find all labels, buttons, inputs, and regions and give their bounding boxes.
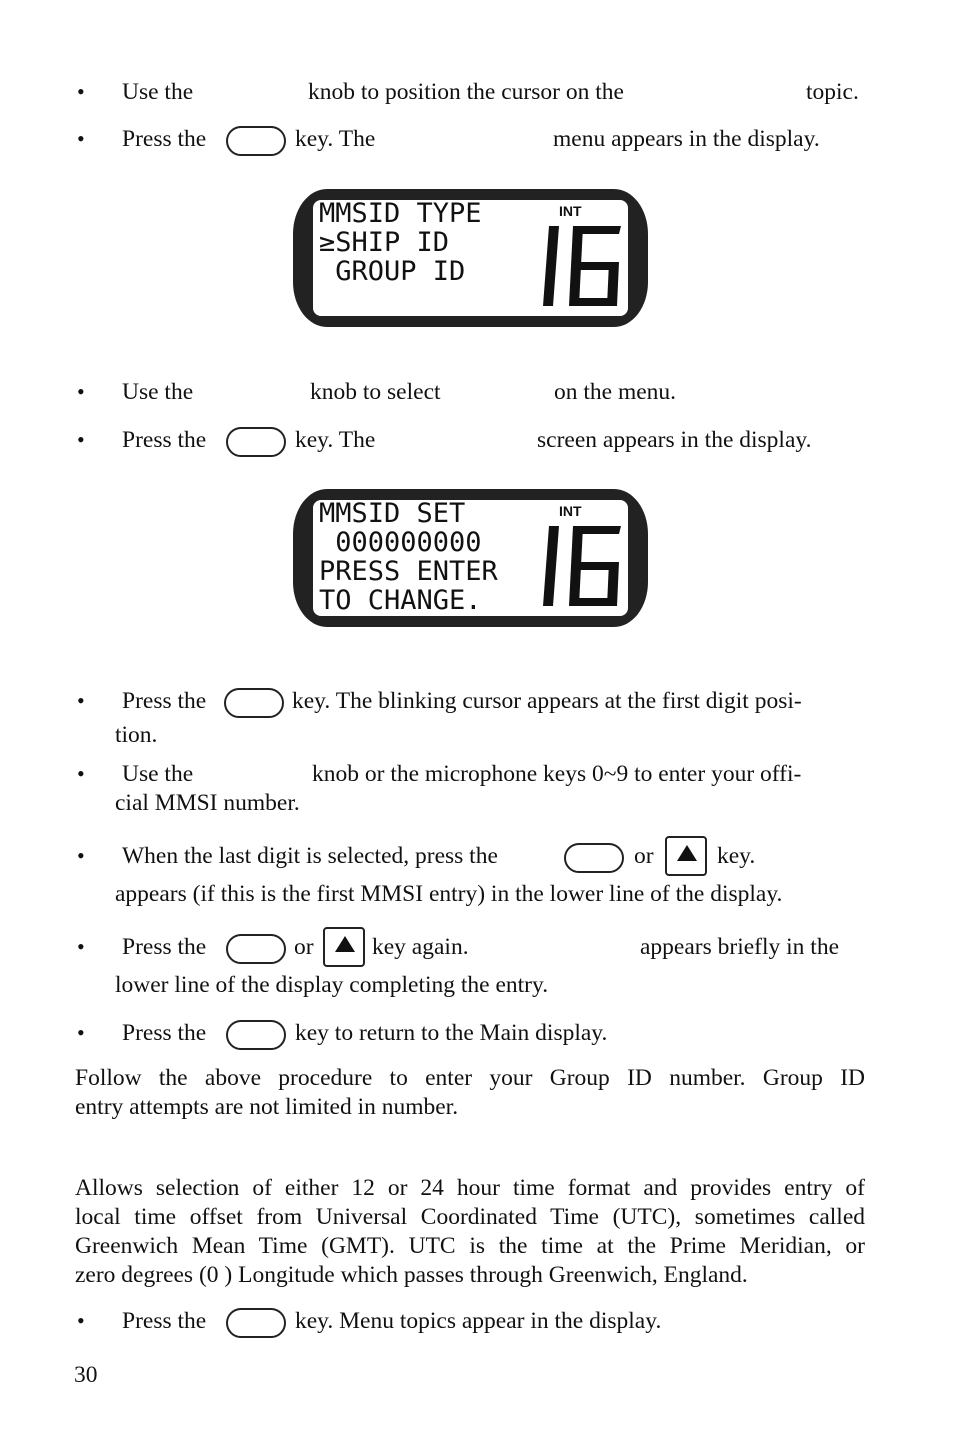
step-text: key. (717, 843, 756, 869)
lcd-line: PRESS ENTER (319, 556, 498, 587)
bullet: • (77, 427, 85, 452)
step-text: on the menu. (554, 379, 677, 405)
paragraph-line: local time offset from Universal Coordinated Time (UTC), sometimes called (75, 1204, 865, 1230)
step-text: Use the (122, 79, 194, 105)
bullet: • (77, 1020, 85, 1045)
bullet: • (77, 843, 85, 868)
paragraph-line: Greenwich Mean Time (GMT). UTC is the time at the Prime Meridian, or (75, 1233, 865, 1259)
lcd-line: TO CHANGE. (319, 585, 482, 616)
step-text: Use the (122, 761, 194, 787)
time-format-paragraph (75, 1174, 865, 1290)
bullet: • (77, 379, 85, 404)
bullet: • (77, 126, 85, 151)
step-text: topic. (806, 79, 859, 105)
step-text: key. The (295, 126, 376, 152)
lcd-line: ≥SHIP ID (319, 227, 450, 258)
bullet: • (77, 79, 85, 104)
enter-key-icon (226, 427, 286, 457)
step-text: knob or the microphone keys 0~9 to enter your offi- (312, 761, 802, 787)
channel-16-icon (541, 522, 625, 610)
enter-key-icon (224, 688, 284, 718)
step-text: appears briefly in the (640, 934, 840, 960)
step-text: key to return to the Main display. (295, 1020, 608, 1046)
step-text: knob to position the cursor on the (308, 79, 624, 105)
enter-key-icon (226, 1308, 286, 1338)
step-text: screen appears in the display. (537, 427, 812, 453)
step-text: key. The blinking cursor appears at the first digit posi- (292, 688, 802, 714)
enter-key-icon (226, 1020, 286, 1050)
lcd-screen (313, 500, 628, 616)
step-text: Use the (122, 379, 194, 405)
step-text: Press the (122, 126, 207, 152)
enter-key-icon (226, 934, 286, 964)
bullet: • (77, 688, 85, 713)
lcd-display-mmsid-type (293, 189, 648, 327)
step-text: key again. (372, 934, 469, 960)
paragraph-line: entry attempts are not limited in number. (75, 1094, 459, 1120)
paragraph-line: Allows selection of either 12 or 24 hour time format and provides entry of (75, 1175, 865, 1201)
step-text: key. Menu topics appear in the display. (295, 1308, 662, 1334)
paragraph-line: zero degrees (0 ) Longitude which passes through Greenwich, England. (75, 1262, 748, 1288)
int-indicator: INT (559, 503, 582, 519)
page-number: 30 (74, 1362, 98, 1388)
step-text: tion. (115, 722, 158, 748)
step-text: Press the (122, 688, 207, 714)
lcd-display-mmsid-set (293, 489, 648, 627)
step-text: or (294, 934, 314, 960)
step-text: or (634, 843, 654, 869)
step-text: Press the (122, 1020, 207, 1046)
step-text: Press the (122, 1308, 207, 1334)
step-text: knob to select (310, 379, 441, 405)
up-arrow-key-icon (665, 836, 707, 876)
bullet: • (77, 1308, 85, 1333)
step-text: Press the (122, 934, 207, 960)
group-id-paragraph (75, 1064, 865, 1122)
bullet: • (77, 761, 85, 786)
step-text: lower line of the display completing the entry. (115, 972, 549, 998)
step-text: menu appears in the display. (553, 126, 820, 152)
step-text: key. The (295, 427, 376, 453)
step-text: appears (if this is the first MMSI entry) in the lower line of the display. (115, 881, 783, 907)
enter-key-icon (564, 843, 624, 873)
enter-key-icon (226, 126, 286, 156)
channel-16-icon (541, 222, 625, 310)
lcd-screen (313, 200, 628, 316)
step-text: When the last digit is selected, press the (122, 843, 498, 869)
step-text: cial MMSI number. (115, 790, 300, 816)
step-text: Press the (122, 427, 207, 453)
lcd-line: MMSID SET (319, 498, 466, 529)
lcd-line: MMSID TYPE (319, 198, 482, 229)
int-indicator: INT (559, 203, 582, 219)
paragraph-line: Follow the above procedure to enter your Group ID number. Group ID (75, 1065, 865, 1091)
up-arrow-key-icon (323, 927, 365, 967)
bullet: • (77, 934, 85, 959)
lcd-line: GROUP ID (319, 256, 466, 287)
lcd-line: 000000000 (319, 527, 482, 558)
